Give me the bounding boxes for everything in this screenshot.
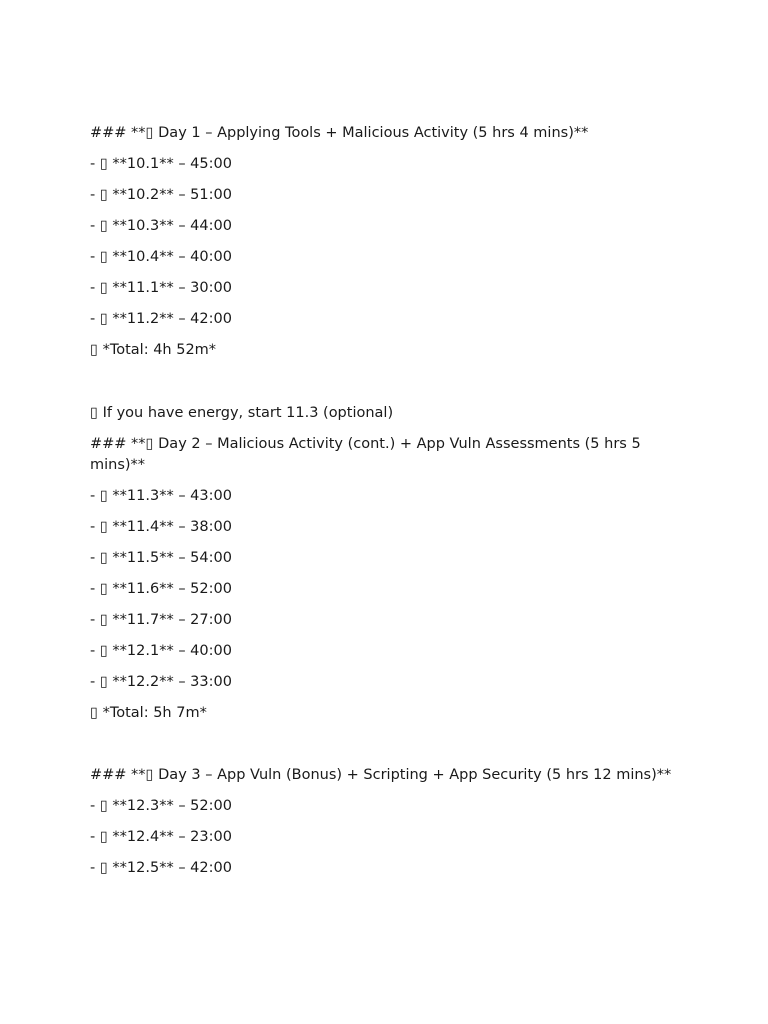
day2-item: - ▯ **11.4** – 38:00 [90, 519, 232, 535]
day2-header: ### **▯ Day 2 – Malicious Activity (cont.) + App Vuln Assessments (5 hrs 5 mins)** [90, 436, 641, 473]
day2-total: ▯ *Total: 5h 7m* [90, 705, 207, 721]
day1-item: - ▯ **10.1** – 45:00 [90, 156, 232, 172]
day3-item: - ▯ **12.3** – 52:00 [90, 798, 232, 814]
spacer [90, 734, 680, 765]
day1-total: ▯ *Total: 4h 52m* [90, 342, 217, 358]
day1-item: - ▯ **11.2** – 42:00 [90, 311, 232, 327]
day1-item: - ▯ **10.4** – 40:00 [90, 249, 232, 265]
spacer [90, 371, 680, 403]
day2-item: - ▯ **11.3** – 43:00 [90, 488, 232, 504]
day3-header: ### **▯ Day 3 – App Vuln (Bonus) + Scripting + App Security (5 hrs 12 mins)** [90, 767, 672, 783]
day2-item: - ▯ **11.7** – 27:00 [90, 612, 232, 628]
day1-header: ### **▯ Day 1 – Applying Tools + Malicious Activity (5 hrs 4 mins)** [90, 125, 589, 141]
day2-item: - ▯ **11.5** – 54:00 [90, 550, 232, 566]
document-page [90, 123, 680, 889]
day2-item: - ▯ **12.2** – 33:00 [90, 674, 232, 690]
day1-item: - ▯ **10.3** – 44:00 [90, 218, 232, 234]
day1-note: ▯ If you have energy, start 11.3 (optional) [90, 405, 394, 421]
day2-item: - ▯ **11.6** – 52:00 [90, 581, 232, 597]
day2-item: - ▯ **12.1** – 40:00 [90, 643, 232, 659]
day3-item: - ▯ **12.4** – 23:00 [90, 829, 232, 845]
day1-item: - ▯ **11.1** – 30:00 [90, 280, 232, 296]
day1-item: - ▯ **10.2** – 51:00 [90, 187, 232, 203]
day3-item: - ▯ **12.5** – 42:00 [90, 860, 232, 876]
